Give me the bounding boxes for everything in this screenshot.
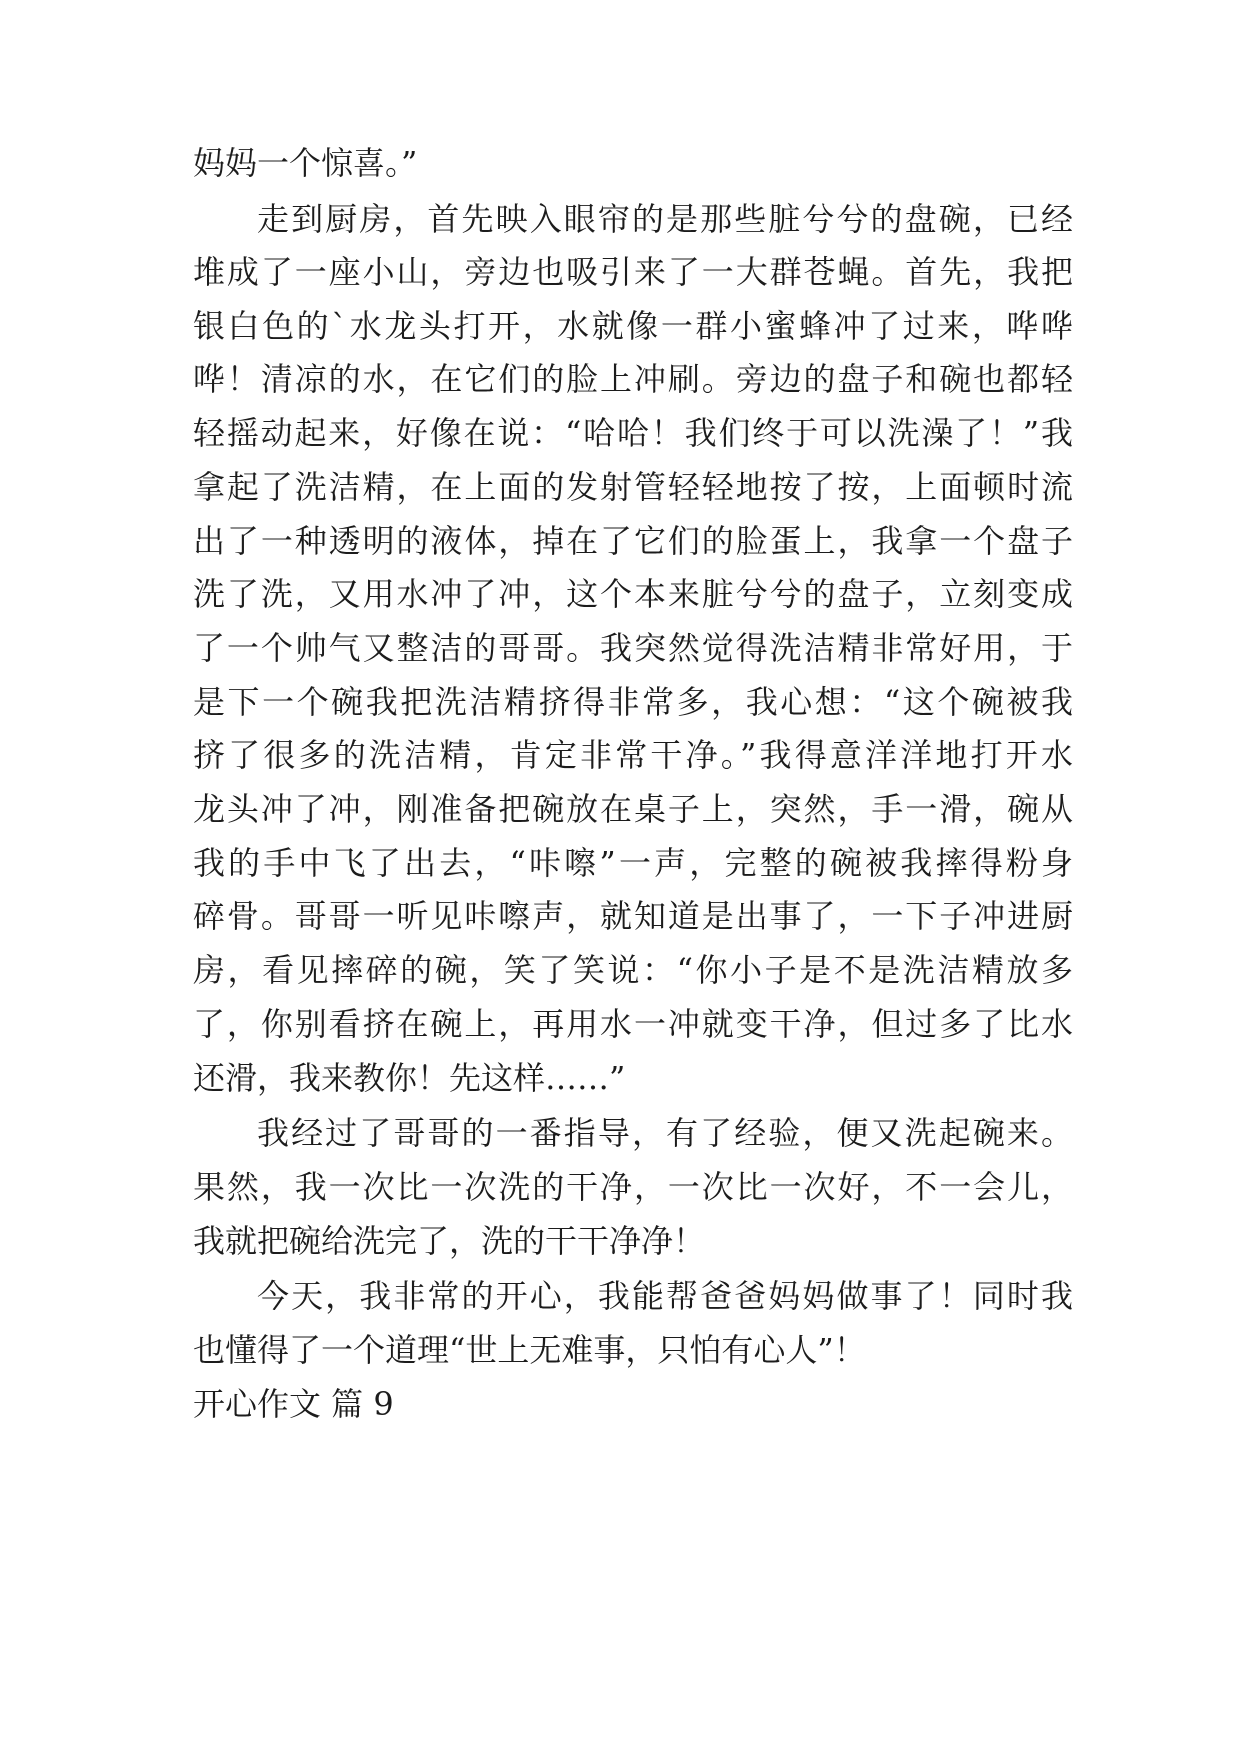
text-line: 走到厨房，首先映入眼帘的是那些脏兮兮的盘碗，已经 <box>257 200 1073 238</box>
text-line: 哗！清凉的水，在它们的脸上冲刷。旁边的盘子和碗也都轻 <box>193 360 1073 398</box>
section-heading: 开心作文 篇 9 <box>193 1385 394 1423</box>
text-line: 了一个帅气又整洁的哥哥。我突然觉得洗洁精非常好用，于 <box>193 629 1073 667</box>
text-line: 还滑，我来教你！先这样……” <box>193 1059 626 1097</box>
text-line: 银白色的`水龙头打开，水就像一群小蜜蜂冲了过来，哗哗 <box>193 307 1073 345</box>
text-line: 龙头冲了冲，刚准备把碗放在桌子上，突然，手一滑，碗从 <box>193 790 1073 828</box>
text-line: 妈妈一个惊喜。” <box>193 144 418 182</box>
text-line: 了，你别看挤在碗上，再用水一冲就变干净，但过多了比水 <box>193 1005 1073 1043</box>
text-line: 拿起了洗洁精，在上面的发射管轻轻地按了按，上面顿时流 <box>193 468 1073 506</box>
text-line: 也懂得了一个道理“世上无难事，只怕有心人”！ <box>193 1331 866 1369</box>
text-line: 果然，我一次比一次洗的干净，一次比一次好，不一会儿， <box>193 1168 1073 1206</box>
text-line: 碎骨。哥哥一听见咔嚓声，就知道是出事了，一下子冲进厨 <box>193 897 1073 935</box>
text-line: 洗了洗，又用水冲了冲，这个本来脏兮兮的盘子，立刻变成 <box>193 575 1073 613</box>
text-line: 挤了很多的洗洁精，肯定非常干净。”我得意洋洋地打开水 <box>193 736 1073 774</box>
text-line: 我经过了哥哥的一番指导，有了经验，便又洗起碗来。 <box>257 1114 1073 1152</box>
text-line: 我就把碗给洗完了，洗的干干净净！ <box>193 1222 706 1260</box>
text-line: 出了一种透明的液体，掉在了它们的脸蛋上，我拿一个盘子 <box>193 522 1073 560</box>
text-line: 我的手中飞了出去，“咔嚓”一声，完整的碗被我摔得粉身 <box>193 844 1073 882</box>
text-line: 房，看见摔碎的碗，笑了笑说：“你小子是不是洗洁精放多 <box>193 951 1073 989</box>
text-line: 堆成了一座小山，旁边也吸引来了一大群苍蝇。首先，我把 <box>193 253 1073 291</box>
text-line: 是下一个碗我把洗洁精挤得非常多，我心想：“这个碗被我 <box>193 683 1073 721</box>
text-line: 轻摇动起来，好像在说：“哈哈！我们终于可以洗澡了！”我 <box>193 414 1073 452</box>
text-line: 今天，我非常的开心，我能帮爸爸妈妈做事了！同时我 <box>257 1277 1073 1315</box>
